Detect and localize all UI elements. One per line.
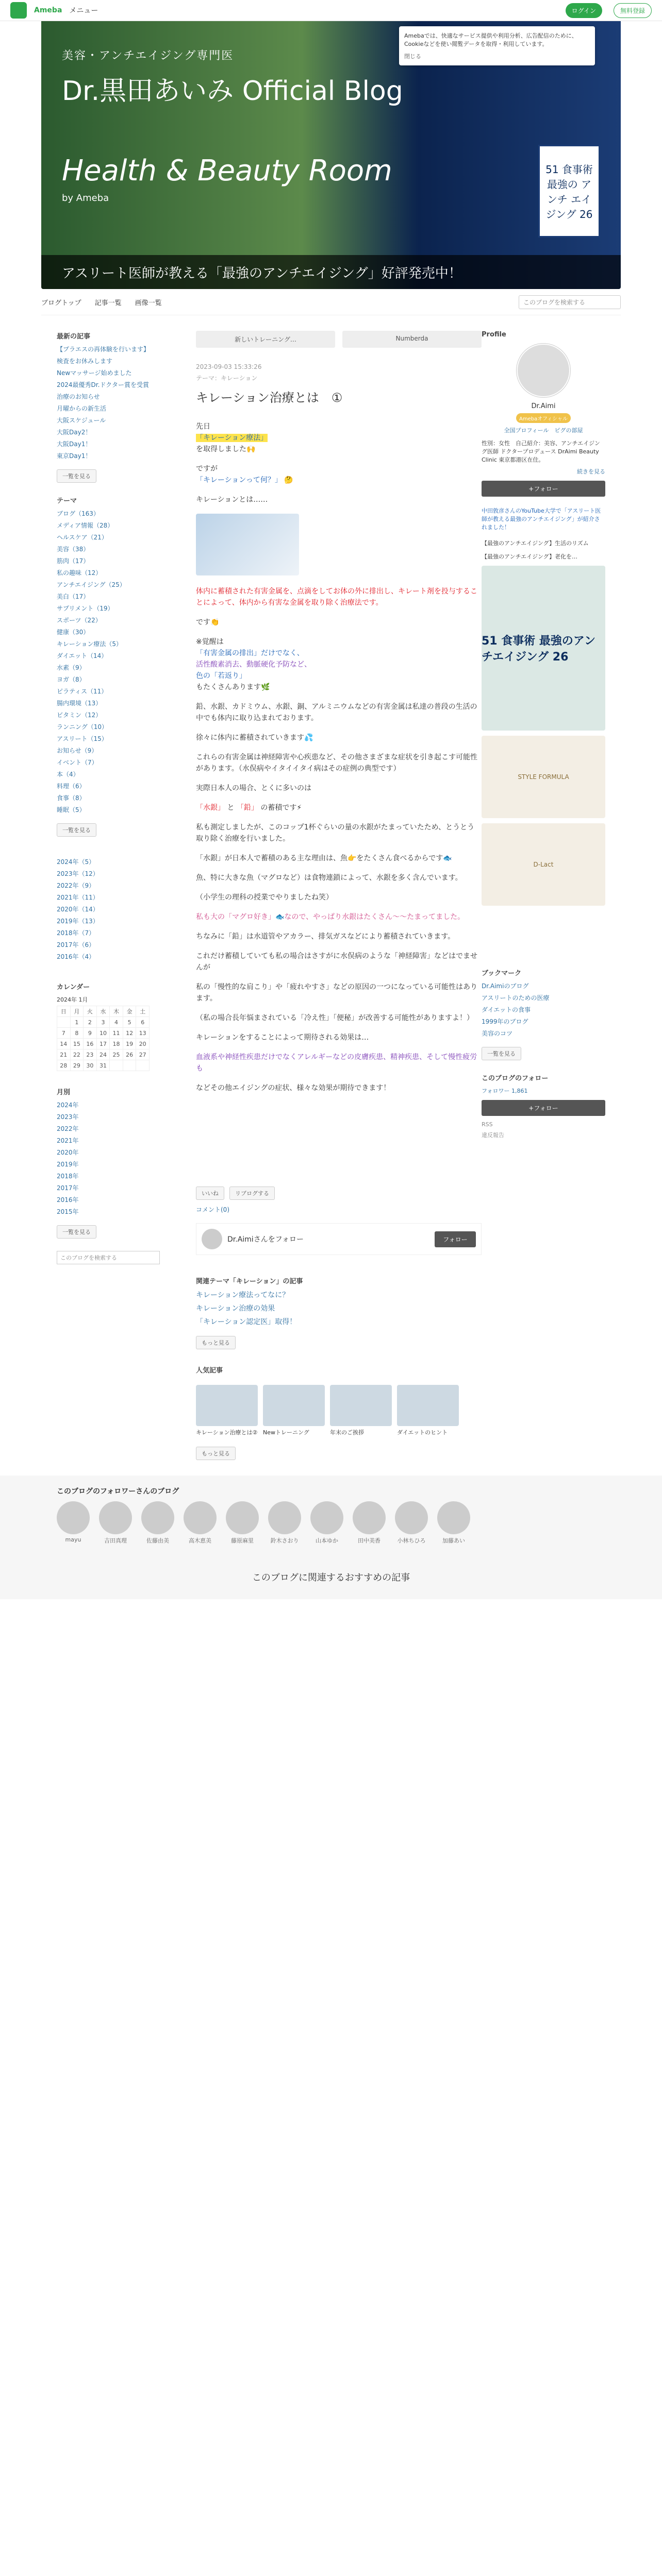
calendar-cell[interactable]: 16 xyxy=(84,1039,97,1049)
nav-search-input[interactable]: このブログを検索する xyxy=(519,295,621,309)
archive-item[interactable]: 2016年（4） xyxy=(57,953,95,960)
popular-title: 人気記事 xyxy=(196,1367,223,1375)
archive-item[interactable]: 2023年（12） xyxy=(57,870,99,877)
related-list xyxy=(196,1290,482,1327)
register-button[interactable]: 無料登録 xyxy=(614,3,652,18)
reblog-button[interactable]: リブログする xyxy=(229,1187,275,1200)
body-text: これらの有害金属は神経障害や心疾患など、その他さまざまな症状を引き起こす可能性があります。（水俣病やイタイイタイ病はその症例の典型です） xyxy=(196,753,477,773)
body-highlight: 「キレーション療法」 xyxy=(196,434,268,442)
bookmark-more-button[interactable]: 一覧を見る xyxy=(482,1047,521,1060)
body-text: 徐々に体内に蓄積されていきます💦 xyxy=(196,734,313,742)
body-highlight: 「有害金属の排出」だけでなく、 xyxy=(196,649,304,657)
theme-item[interactable]: 本（4） xyxy=(57,771,79,778)
theme-item[interactable]: メディア情報（28） xyxy=(57,522,114,529)
next-entry-button[interactable]: Numberda xyxy=(342,331,482,348)
sidebar-search-input[interactable]: このブログを検索する xyxy=(57,1251,160,1264)
body-highlight: 「水銀」 xyxy=(196,804,225,812)
bookmark-item[interactable]: ダイエットの食事 xyxy=(482,1006,531,1013)
follower-name[interactable]: 加藤あい xyxy=(442,1537,465,1544)
notice-close-button[interactable]: 閉じる xyxy=(404,53,421,60)
calendar-cell[interactable]: 31 xyxy=(96,1060,110,1071)
like-button[interactable]: いいね xyxy=(196,1187,224,1200)
theme-item[interactable]: ダイエット（14） xyxy=(57,652,108,659)
calendar-cell[interactable]: 18 xyxy=(110,1039,123,1049)
profile-name[interactable]: Dr.Aimi xyxy=(531,402,556,410)
ameba-logo-icon[interactable] xyxy=(10,2,27,19)
body-paragraph xyxy=(196,802,482,814)
calendar-month: 2024年 1月 xyxy=(57,996,88,1003)
popular-thumb[interactable] xyxy=(330,1385,392,1426)
calendar-day: 水 xyxy=(96,1006,110,1017)
recent-more-button[interactable]: 一覧を見る xyxy=(57,469,96,483)
archive-item[interactable]: 2020年（14） xyxy=(57,906,99,913)
theme-more-button[interactable]: 一覧を見る xyxy=(57,823,96,837)
body-paragraph xyxy=(196,636,482,693)
cookie-notice xyxy=(399,26,595,65)
body-text: 実際日本人の場合、とくに多いのは xyxy=(196,784,311,792)
bookmark-item[interactable]: Dr.Aimiのブログ xyxy=(482,982,529,990)
body-text: の蓄積です⚡ xyxy=(260,804,302,812)
dlact-ad[interactable]: D-Lact xyxy=(482,823,605,906)
popular-label[interactable]: 年末のご挨拶 xyxy=(330,1429,364,1436)
theme-item[interactable]: 私の趣味（12） xyxy=(57,569,102,577)
body-text: ※覚醒は xyxy=(196,638,224,646)
follower-card[interactable] xyxy=(226,1501,259,1545)
body-highlight: 活性酸素消去、動脈硬化予防など、 xyxy=(196,660,311,669)
body-text: （私の場合長年悩まされている「冷え性」「便秘」が改善する可能性がありますよ！） xyxy=(196,1014,474,1022)
popular-card[interactable] xyxy=(196,1385,258,1436)
follower-avatar[interactable] xyxy=(99,1501,132,1534)
site-name[interactable]: Ameba xyxy=(34,6,62,14)
recent-item[interactable]: 東京Day1！ xyxy=(57,452,92,460)
recent-item[interactable]: Newマッサージ始めました xyxy=(57,369,132,377)
profile-desc: 性別：女性 自己紹介：美容、アンチエイジング医師 ドクタープロデュース DrAimi Beauty Clinic 東京都港区在住。 xyxy=(482,440,600,463)
follower-name[interactable]: 田中美香 xyxy=(358,1537,380,1544)
bookmark-list xyxy=(482,981,605,1038)
related-item[interactable]: 「キレーション認定医」取得！ xyxy=(196,1318,297,1326)
body-text: ちなみに「鉛」は水道管やアカラー、排気ガスなどにより蓄積されていきます。 xyxy=(196,933,455,941)
calendar-cell[interactable]: 6 xyxy=(136,1017,150,1028)
theme-item[interactable]: 食事（8） xyxy=(57,794,86,802)
follower-avatar[interactable] xyxy=(310,1501,343,1534)
calendar-cell[interactable]: 8 xyxy=(70,1028,84,1039)
calendar-cell[interactable]: 24 xyxy=(96,1049,110,1060)
follower-avatar[interactable] xyxy=(57,1501,90,1534)
bookmark-item[interactable]: 美容のコツ xyxy=(482,1030,513,1037)
entry-pager-top xyxy=(196,331,482,348)
calendar-cell[interactable]: 13 xyxy=(136,1028,150,1039)
blog-nav xyxy=(41,289,621,315)
monthly-item[interactable]: 2020年 xyxy=(57,1149,79,1156)
body-text: キレーションとは…… xyxy=(196,496,268,504)
bookmark-title: ブックマーク xyxy=(482,970,522,977)
follower-name[interactable]: 山本ゆか xyxy=(316,1537,338,1544)
calendar-day: 金 xyxy=(123,1006,136,1017)
login-button[interactable]: ログイン xyxy=(566,3,602,18)
body-text: 私も大の「マグロ好き」🐟なので、やっぱり水銀はたくさん〜〜たまってました。 xyxy=(196,913,465,921)
hero-banner-text[interactable]: アスリート医師が教える「最強のアンチエイジング」好評発売中！ xyxy=(41,255,621,289)
theme-item[interactable]: 睡眠（5） xyxy=(57,806,86,814)
body-paragraph xyxy=(196,421,482,455)
promo-link[interactable]: 【最強のアンチエイジング】生活のリズム xyxy=(482,540,589,547)
follower-name[interactable]: 高木恵美 xyxy=(189,1537,211,1544)
style-formula-ad[interactable]: STYLE FORMULA xyxy=(482,736,605,818)
archive-item[interactable]: 2022年（9） xyxy=(57,882,95,889)
book-ad[interactable]: 51 食事術 最強のアンチエイジング 26 xyxy=(482,566,605,731)
calendar-cell[interactable]: 26 xyxy=(123,1049,136,1060)
popular-card[interactable] xyxy=(330,1385,392,1436)
follower-avatar[interactable] xyxy=(141,1501,174,1534)
calendar-day: 日 xyxy=(57,1006,71,1017)
follower-name[interactable]: 藤原麻里 xyxy=(231,1537,254,1544)
related-articles-bar: このブログに関連するおすすめの記事 xyxy=(0,1555,662,1599)
popular-thumb[interactable] xyxy=(263,1385,325,1426)
body-text: 🤔 xyxy=(284,476,293,484)
theme-item[interactable]: 筋肉（17） xyxy=(57,557,90,565)
body-definition: 体内に蓄積された有害金属を、点滴をしてお体の外に排出し、キレート剤を投与することによって、体内から有害な金属を取り除く治療法です。 xyxy=(196,587,477,607)
follower-card[interactable] xyxy=(184,1501,217,1545)
nav-top[interactable]: ブログトップ xyxy=(41,299,81,307)
body-highlight: 色の「若返り」 xyxy=(196,672,246,680)
hero-script: Health & Beauty Room xyxy=(62,154,392,188)
syringe-image xyxy=(196,514,299,575)
theme-item[interactable]: 美白（17） xyxy=(57,593,90,600)
follower-list xyxy=(57,1501,605,1545)
monthly-item[interactable]: 2016年 xyxy=(57,1196,79,1204)
bookmark-item[interactable]: 1999年のブログ xyxy=(482,1018,528,1025)
recent-list xyxy=(57,345,160,460)
calendar-day: 土 xyxy=(136,1006,150,1017)
recent-item[interactable]: 大阪スケジュール xyxy=(57,417,106,424)
popular-card[interactable] xyxy=(263,1385,325,1436)
recent-item[interactable]: 2024最優秀Dr.ドクター賞を受賞 xyxy=(57,381,149,388)
follow-section-title: このブログのフォロー xyxy=(482,1075,549,1082)
profile-title: Profile xyxy=(482,331,506,338)
recent-item[interactable]: 治療のお知らせ xyxy=(57,393,100,400)
popular-label[interactable]: Newトレーニング xyxy=(263,1429,309,1436)
popular-more-button[interactable]: もっと見る xyxy=(196,1447,236,1460)
popular-list xyxy=(196,1385,482,1436)
body-text: もたくさんあります🌿 xyxy=(196,683,270,691)
follower-avatar[interactable] xyxy=(395,1501,428,1534)
theme-item[interactable]: スポーツ（22） xyxy=(57,617,102,624)
author-card xyxy=(196,1223,482,1255)
monthly-item[interactable]: 2015年 xyxy=(57,1208,79,1215)
follower-name[interactable]: 佐藤由美 xyxy=(146,1537,169,1544)
related-more-button[interactable]: もっと見る xyxy=(196,1336,236,1349)
popular-card[interactable] xyxy=(397,1385,459,1436)
follower-avatar[interactable] xyxy=(226,1501,259,1534)
follower-card[interactable] xyxy=(57,1501,90,1545)
body-paragraph xyxy=(196,463,482,486)
body-text: これだけ蓄積していても私の場合はさすがに水俣病のような「神経障害」などはでませんが xyxy=(196,952,477,972)
calendar-cell[interactable]: 2 xyxy=(84,1017,97,1028)
calendar-cell[interactable]: 21 xyxy=(57,1049,71,1060)
follower-avatar[interactable] xyxy=(184,1501,217,1534)
body-text: ですが xyxy=(196,465,218,473)
menu-link[interactable]: メニュー xyxy=(69,7,98,15)
popular-label[interactable]: ダイエットのヒント xyxy=(397,1429,448,1436)
follower-count[interactable]: フォロワー 1,861 xyxy=(482,1088,528,1094)
calendar-cell[interactable]: 29 xyxy=(70,1060,84,1071)
related-title: 関連テーマ「キレーション」の記事 xyxy=(196,1278,303,1285)
theme-item[interactable]: ヘルスケア（21） xyxy=(57,534,108,541)
hero-ameba: by Ameba xyxy=(62,193,109,204)
monthly-item[interactable]: 2018年 xyxy=(57,1173,79,1180)
follower-blogs-section xyxy=(0,1476,662,1555)
calendar-cell[interactable]: 9 xyxy=(84,1028,97,1039)
calendar-cell[interactable]: 25 xyxy=(110,1049,123,1060)
follower-avatar[interactable] xyxy=(437,1501,470,1534)
theme-title: テーマ xyxy=(57,497,77,505)
monthly-item[interactable]: 2022年 xyxy=(57,1125,79,1132)
calendar-title: カレンダー xyxy=(57,984,90,991)
theme-item[interactable]: アスリート（15） xyxy=(57,735,108,742)
recent-item[interactable]: 月曜からの新生活 xyxy=(57,405,107,412)
follower-blogs-title: このブログのフォロワーさんのブログ xyxy=(57,1487,179,1496)
recent-item[interactable]: 検査をお休みします xyxy=(57,358,113,365)
monthly-item[interactable]: 2017年 xyxy=(57,1184,79,1192)
body-text: 血液系や神経性疾患だけでなくアレルギーなどの皮膚疾患、精神疾患、そして慢性疲労も xyxy=(196,1053,477,1073)
theme-list xyxy=(57,509,160,814)
follower-name[interactable]: 鈴木さおり xyxy=(270,1537,299,1544)
calendar-cell[interactable]: 15 xyxy=(70,1039,84,1049)
follower-card[interactable] xyxy=(310,1501,343,1545)
calendar-cell[interactable]: 4 xyxy=(110,1017,123,1028)
recent-item[interactable]: 【プラエスの再体験を行います】 xyxy=(57,346,150,353)
monthly-item[interactable]: 2019年 xyxy=(57,1161,79,1168)
calendar-cell[interactable]: 11 xyxy=(110,1028,123,1039)
right-sidebar xyxy=(482,315,605,1460)
top-bar xyxy=(0,0,662,21)
profile-follow-button[interactable]: +フォロー xyxy=(482,481,605,497)
popular-thumb[interactable] xyxy=(397,1385,459,1426)
calendar-cell[interactable]: 14 xyxy=(57,1039,71,1049)
theme-archive-list xyxy=(57,857,160,961)
theme-item[interactable]: ヨガ（8） xyxy=(57,676,86,683)
theme-item[interactable]: ピラティス（11） xyxy=(57,688,108,695)
recent-title: 最新の記事 xyxy=(57,333,91,341)
hero-book[interactable]: 51 食事術 最強の アンチ エイジング 26 xyxy=(538,145,600,238)
theme-item[interactable]: キレーション療法（5） xyxy=(57,640,123,648)
monthly-title: 月別 xyxy=(57,1089,71,1096)
follower-avatar[interactable] xyxy=(353,1501,386,1534)
author-follow-button[interactable]: フォロー xyxy=(435,1231,476,1247)
archive-item[interactable]: 2019年（13） xyxy=(57,918,99,925)
calendar-cell[interactable]: 1 xyxy=(70,1017,84,1028)
calendar-cell[interactable]: 3 xyxy=(96,1017,110,1028)
follower-avatar[interactable] xyxy=(268,1501,301,1534)
calendar-cell[interactable]: 5 xyxy=(123,1017,136,1028)
hero-name: Dr.黒田あいみ Official Blog xyxy=(62,76,403,107)
comment-link[interactable]: コメント(0) xyxy=(196,1206,229,1213)
theme-item[interactable]: 健康（30） xyxy=(57,629,90,636)
calendar-cell[interactable]: 17 xyxy=(96,1039,110,1049)
follower-name[interactable]: mayu xyxy=(65,1536,81,1543)
theme-item[interactable]: お知らせ（9） xyxy=(57,747,98,754)
calendar-cell[interactable]: 10 xyxy=(96,1028,110,1039)
body-text: 鉛、水銀、カドミウム、水銀、銅、アルミニウムなどの有害金属は私達の普段の生活の中でも体内に取り込まれております。 xyxy=(196,703,477,722)
body-text: などその他エイジングの症状、様々な効果が期待できます！ xyxy=(196,1084,391,1092)
promo-link[interactable]: 【最強のアンチエイジング】老化を… xyxy=(482,553,577,560)
entry-title: キレーション治療とは ① xyxy=(196,391,343,405)
report-link[interactable]: 違反報告 xyxy=(482,1132,504,1139)
official-badge: Amebaオフィシャル xyxy=(516,413,571,423)
theme-item[interactable]: 美容（38） xyxy=(57,546,90,553)
calendar-grid xyxy=(57,1006,150,1071)
calendar-day: 火 xyxy=(84,1006,97,1017)
archive-item[interactable]: 2021年（11） xyxy=(57,894,99,901)
theme-item[interactable]: アンチエイジング（25） xyxy=(57,581,126,588)
author-avatar[interactable] xyxy=(202,1229,222,1249)
body-text: （小学生の理科の授業でやりましたね笑） xyxy=(196,893,333,902)
monthly-item[interactable]: 2021年 xyxy=(57,1137,79,1144)
main-content xyxy=(160,315,482,1460)
calendar-cell[interactable] xyxy=(57,1017,71,1028)
nav-images[interactable]: 画像一覧 xyxy=(135,299,162,307)
follower-card[interactable] xyxy=(268,1501,301,1545)
entry-theme[interactable]: テーマ：キレーション xyxy=(196,375,258,382)
calendar-cell[interactable]: 12 xyxy=(123,1028,136,1039)
monthly-item[interactable]: 2024年 xyxy=(57,1101,79,1109)
cookie-notice-text: Amebaでは、快適なサービス提供や利用分析、広告配信のために、Cookieなどを使い閲覧データを取得・利用しています。 xyxy=(404,32,577,47)
body-text: 先日 xyxy=(196,422,210,431)
monthly-item[interactable]: 2023年 xyxy=(57,1113,79,1121)
calendar-cell[interactable]: 23 xyxy=(84,1049,97,1060)
popular-label[interactable]: キレーション治療とは② xyxy=(196,1429,258,1436)
archive-item[interactable]: 2018年（7） xyxy=(57,929,95,937)
calendar-cell[interactable]: 27 xyxy=(136,1049,150,1060)
calendar-cell[interactable]: 20 xyxy=(136,1039,150,1049)
body-text: 「水銀」が日本人で蓄積のある主な理由は、魚👉をたくさん食べるからです🐟 xyxy=(196,854,452,862)
monthly-more-button[interactable]: 一覧を見る xyxy=(57,1225,96,1239)
profile-more-link[interactable]: 続きを見る xyxy=(577,468,605,475)
bottom-follow-button[interactable]: +フォロー xyxy=(482,1100,605,1116)
theme-item[interactable]: 料理（6） xyxy=(57,783,86,790)
calendar-cell[interactable]: 7 xyxy=(57,1028,71,1039)
body-text: と xyxy=(227,804,235,812)
calendar-day: 木 xyxy=(110,1006,123,1017)
calendar-cell[interactable]: 28 xyxy=(57,1060,71,1071)
calendar-cell[interactable]: 30 xyxy=(84,1060,97,1071)
hero-banner xyxy=(41,21,621,289)
promo-text[interactable]: 中田敦彦さんのYouTube大学で「アスリート医師が教える最強のアンチエイジング」が紹介されました！ xyxy=(482,507,601,531)
body-text: キレーションをすることによって期待される効果は… xyxy=(196,1033,369,1042)
body-highlight: 「鉛」 xyxy=(236,804,258,812)
recent-item[interactable]: 大阪Day1！ xyxy=(57,440,92,448)
theme-item[interactable]: ブログ（163） xyxy=(57,510,100,517)
archive-item[interactable]: 2024年（5） xyxy=(57,858,95,866)
follower-card[interactable] xyxy=(99,1501,132,1545)
prev-entry-button[interactable]: 新しいトレーニング… xyxy=(196,331,335,348)
theme-item[interactable]: サプリメント（19） xyxy=(57,605,114,612)
body-text: 魚、特に大きな魚（マグロなど）は食物連鎖によって、水銀を多く含んでいます。 xyxy=(196,874,462,882)
related-item[interactable]: キレーション療法ってなに？ xyxy=(196,1291,290,1299)
rss-link[interactable]: RSS xyxy=(482,1121,493,1128)
follower-card[interactable] xyxy=(395,1501,428,1545)
left-sidebar xyxy=(57,315,160,1460)
body-text: を取得しました🙌 xyxy=(196,445,256,453)
page-body xyxy=(57,315,605,1460)
body-highlight: 「キレーションって何？」 xyxy=(196,476,282,484)
entry-date: 2023-09-03 15:33:26 xyxy=(196,363,262,370)
follower-card[interactable] xyxy=(141,1501,174,1545)
theme-item[interactable]: ランニング（10） xyxy=(57,723,108,731)
monthly-list xyxy=(57,1100,160,1216)
recent-item[interactable]: 大阪Day2！ xyxy=(57,429,92,436)
body-text: 私も測定しましたが、このコップ1杯ぐらいの量の水銀がたまっていたため、とうとう取り除く治療を行いました。 xyxy=(196,823,475,843)
popular-thumb[interactable] xyxy=(196,1385,258,1426)
body-text: です👏 xyxy=(196,618,220,626)
profile-links[interactable]: 全国プロフィール ピグの部屋 xyxy=(504,427,583,434)
body-text: 私の「慢性的な肩こり」や「疲れやすさ」などの原因の一つになっている可能性はあります。 xyxy=(196,983,477,1003)
follower-card[interactable] xyxy=(437,1501,470,1545)
theme-item[interactable]: イベント（7） xyxy=(57,759,98,766)
theme-item[interactable]: ビタミン（12） xyxy=(57,711,102,719)
reaction-bar xyxy=(196,1187,482,1200)
archive-item[interactable]: 2017年（6） xyxy=(57,941,95,948)
nav-entries[interactable]: 記事一覧 xyxy=(94,299,122,307)
related-item[interactable]: キレーション治療の効果 xyxy=(196,1304,275,1313)
calendar-day: 月 xyxy=(70,1006,84,1017)
follower-card[interactable] xyxy=(353,1501,386,1545)
profile-avatar[interactable] xyxy=(517,344,570,397)
bookmark-item[interactable]: アスリートのための医療 xyxy=(482,994,550,1002)
follower-name[interactable]: 小林ちひろ xyxy=(397,1537,426,1544)
follower-name[interactable]: 吉田真理 xyxy=(104,1537,127,1544)
author-name[interactable]: Dr.Aimiさんをフォロー xyxy=(227,1235,304,1244)
calendar-cell[interactable]: 19 xyxy=(123,1039,136,1049)
theme-item[interactable]: 水素（9） xyxy=(57,664,86,671)
calendar-cell[interactable]: 22 xyxy=(70,1049,84,1060)
hero-subtitle: 美容・アンチエイジング専門医 xyxy=(62,49,234,62)
theme-item[interactable]: 腸内環境（13） xyxy=(57,700,102,707)
